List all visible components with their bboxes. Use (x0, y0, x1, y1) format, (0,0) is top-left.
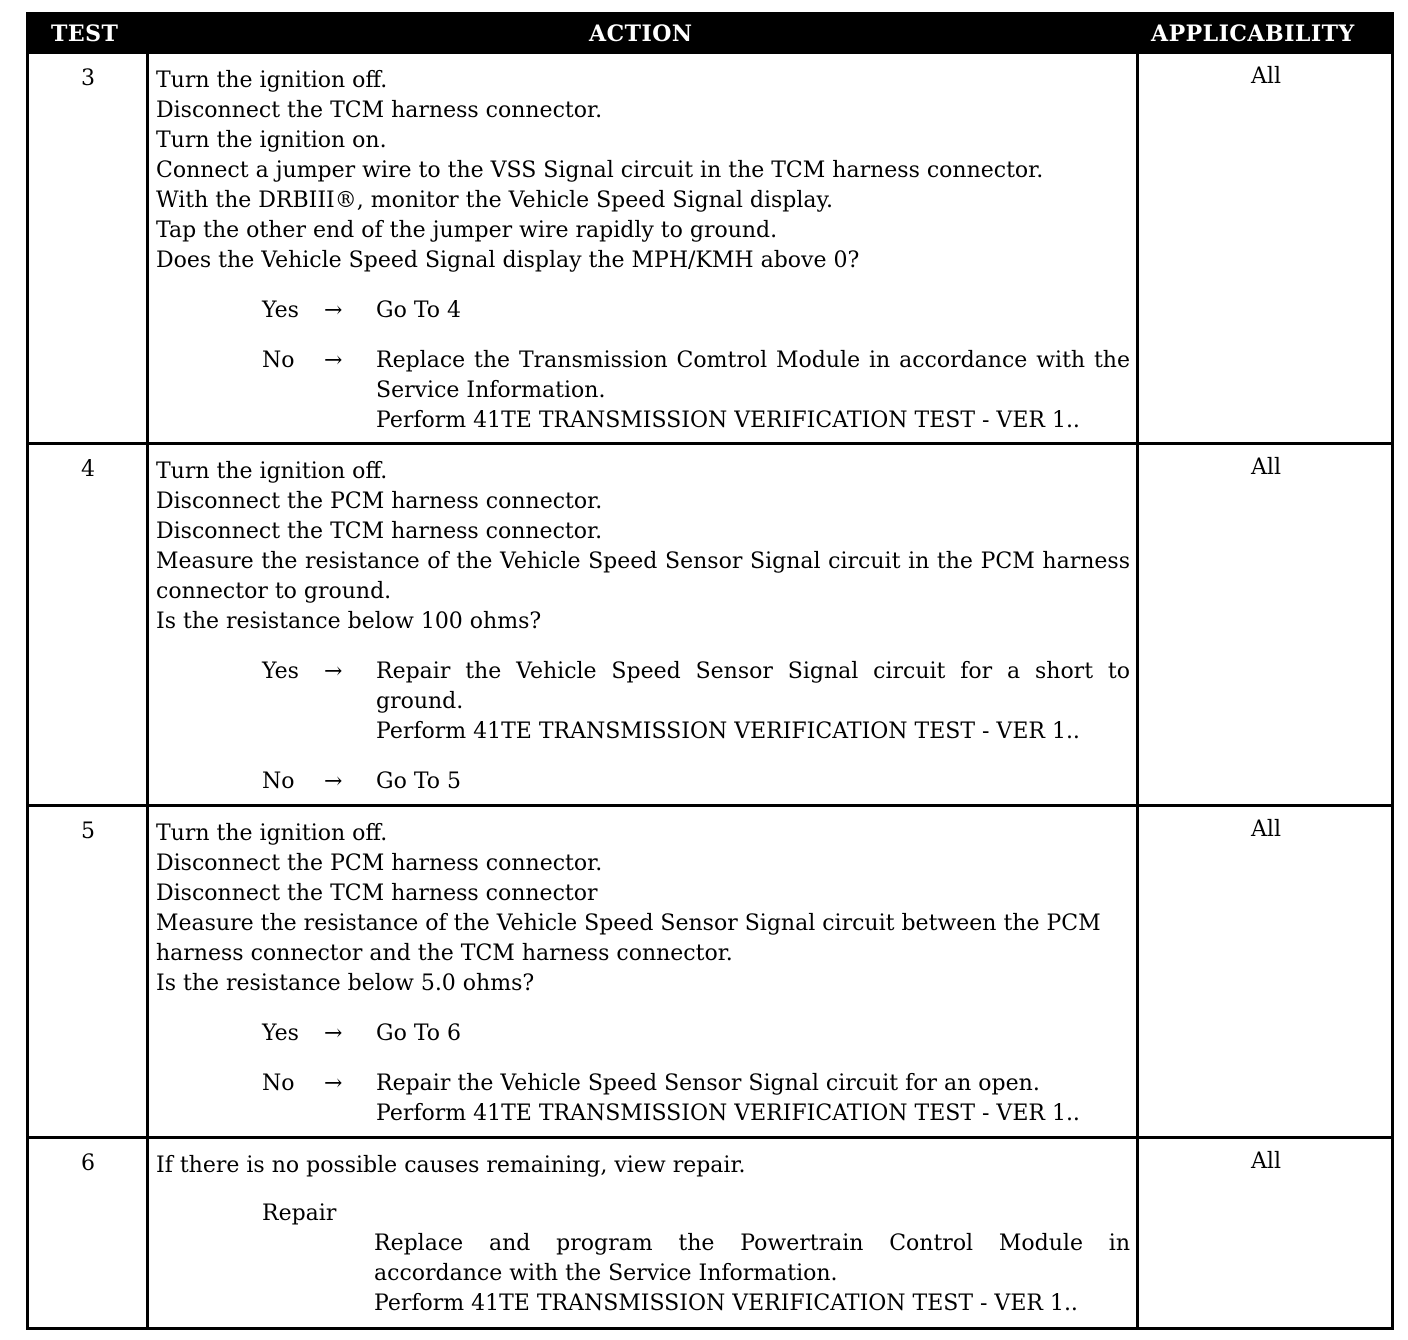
no-label: No (262, 769, 295, 794)
header-action: ACTION (589, 21, 693, 47)
yes-response (156, 657, 1130, 747)
repair-label: Repair (262, 1201, 337, 1226)
no-text: Perform 41TE TRANSMISSION VERIFICATION TEST - VER 1.. (376, 1101, 1080, 1126)
step-text: Measure the resistance of the Vehicle Speed Sensor Signal circuit between the PCM harness connector and the TCM harness connector. (156, 911, 1101, 966)
applicability-cell: All (1251, 1149, 1281, 1174)
applicability-cell: All (1251, 817, 1281, 842)
yes-text: Repair the Vehicle Speed Sensor Signal circuit for a short to ground. (376, 659, 1130, 714)
step-text: Tap the other end of the jumper wire rapidly to ground. (156, 218, 778, 243)
yes-text: Go To 6 (376, 1021, 462, 1046)
no-text: Repair the Vehicle Speed Sensor Signal circuit for an open. (376, 1071, 1040, 1096)
no-text: Go To 5 (376, 769, 462, 794)
yes-response (156, 296, 1130, 326)
step-text: Is the resistance below 100 ohms? (156, 609, 542, 634)
arrow-icon: → (324, 659, 343, 684)
action-cell (156, 1151, 1130, 1319)
no-label: No (262, 348, 295, 373)
step-text: Connect a jumper wire to the VSS Signal circuit in the TCM harness connector. (156, 158, 1044, 183)
no-text: Perform 41TE TRANSMISSION VERIFICATION TEST - VER 1.. (376, 408, 1080, 433)
yes-label: Yes (262, 298, 299, 323)
action-cell (156, 819, 1130, 1129)
header-applicability: APPLICABILITY (1151, 21, 1355, 47)
step-text: Disconnect the TCM harness connector (156, 881, 598, 906)
arrow-icon: → (324, 1021, 343, 1046)
yes-label: Yes (262, 1021, 299, 1046)
step-text: Disconnect the PCM harness connector. (156, 489, 603, 514)
no-response (156, 346, 1130, 436)
arrow-icon: → (324, 769, 343, 794)
step-text: With the DRBIII®, monitor the Vehicle Speed Signal display. (156, 188, 834, 213)
step-text: If there is no possible causes remaining, view repair. (156, 1153, 746, 1178)
table-row (29, 1136, 1391, 1327)
step-text: Measure the resistance of the Vehicle Speed Sensor Signal circuit in the PCM harness connector to ground. (156, 549, 1130, 604)
yes-response (156, 1019, 1130, 1049)
step-text: Turn the ignition off. (156, 459, 388, 484)
table-row (29, 804, 1391, 1136)
table-header (29, 15, 1391, 54)
applicability-cell: All (1251, 64, 1281, 89)
no-label: No (262, 1071, 295, 1096)
repair-text: Perform 41TE TRANSMISSION VERIFICATION TEST - VER 1.. (374, 1291, 1078, 1316)
step-text: Disconnect the PCM harness connector. (156, 851, 603, 876)
header-test: TEST (51, 21, 119, 47)
step-text: Disconnect the TCM harness connector. (156, 519, 603, 544)
step-text: Turn the ignition on. (156, 128, 387, 153)
no-text: Replace the Transmission Comtrol Module in accordance with the Service Information. (376, 348, 1130, 403)
yes-text: Go To 4 (376, 298, 462, 323)
yes-label: Yes (262, 659, 299, 684)
arrow-icon: → (324, 348, 343, 373)
diagnostic-table (26, 12, 1394, 1330)
no-response (156, 1069, 1130, 1129)
applicability-cell: All (1251, 455, 1281, 480)
step-text: Turn the ignition off. (156, 68, 388, 93)
step-text: Turn the ignition off. (156, 821, 388, 846)
repair-text: Replace and program the Powertrain Control Module in accordance with the Service Information. (374, 1231, 1130, 1286)
table-row (29, 54, 1391, 445)
arrow-icon: → (324, 1071, 343, 1096)
step-text: Disconnect the TCM harness connector. (156, 98, 603, 123)
table-row (29, 442, 1391, 804)
test-number: 6 (81, 1151, 95, 1176)
no-response (156, 767, 1130, 797)
test-number: 5 (81, 819, 95, 844)
yes-text: Perform 41TE TRANSMISSION VERIFICATION TEST - VER 1.. (376, 719, 1080, 744)
step-text: Is the resistance below 5.0 ohms? (156, 971, 535, 996)
test-number: 3 (81, 66, 95, 91)
test-number: 4 (81, 457, 95, 482)
step-text: Does the Vehicle Speed Signal display the MPH/KMH above 0? (156, 248, 860, 273)
action-cell (156, 457, 1130, 797)
arrow-icon: → (324, 298, 343, 323)
action-cell (156, 66, 1130, 436)
